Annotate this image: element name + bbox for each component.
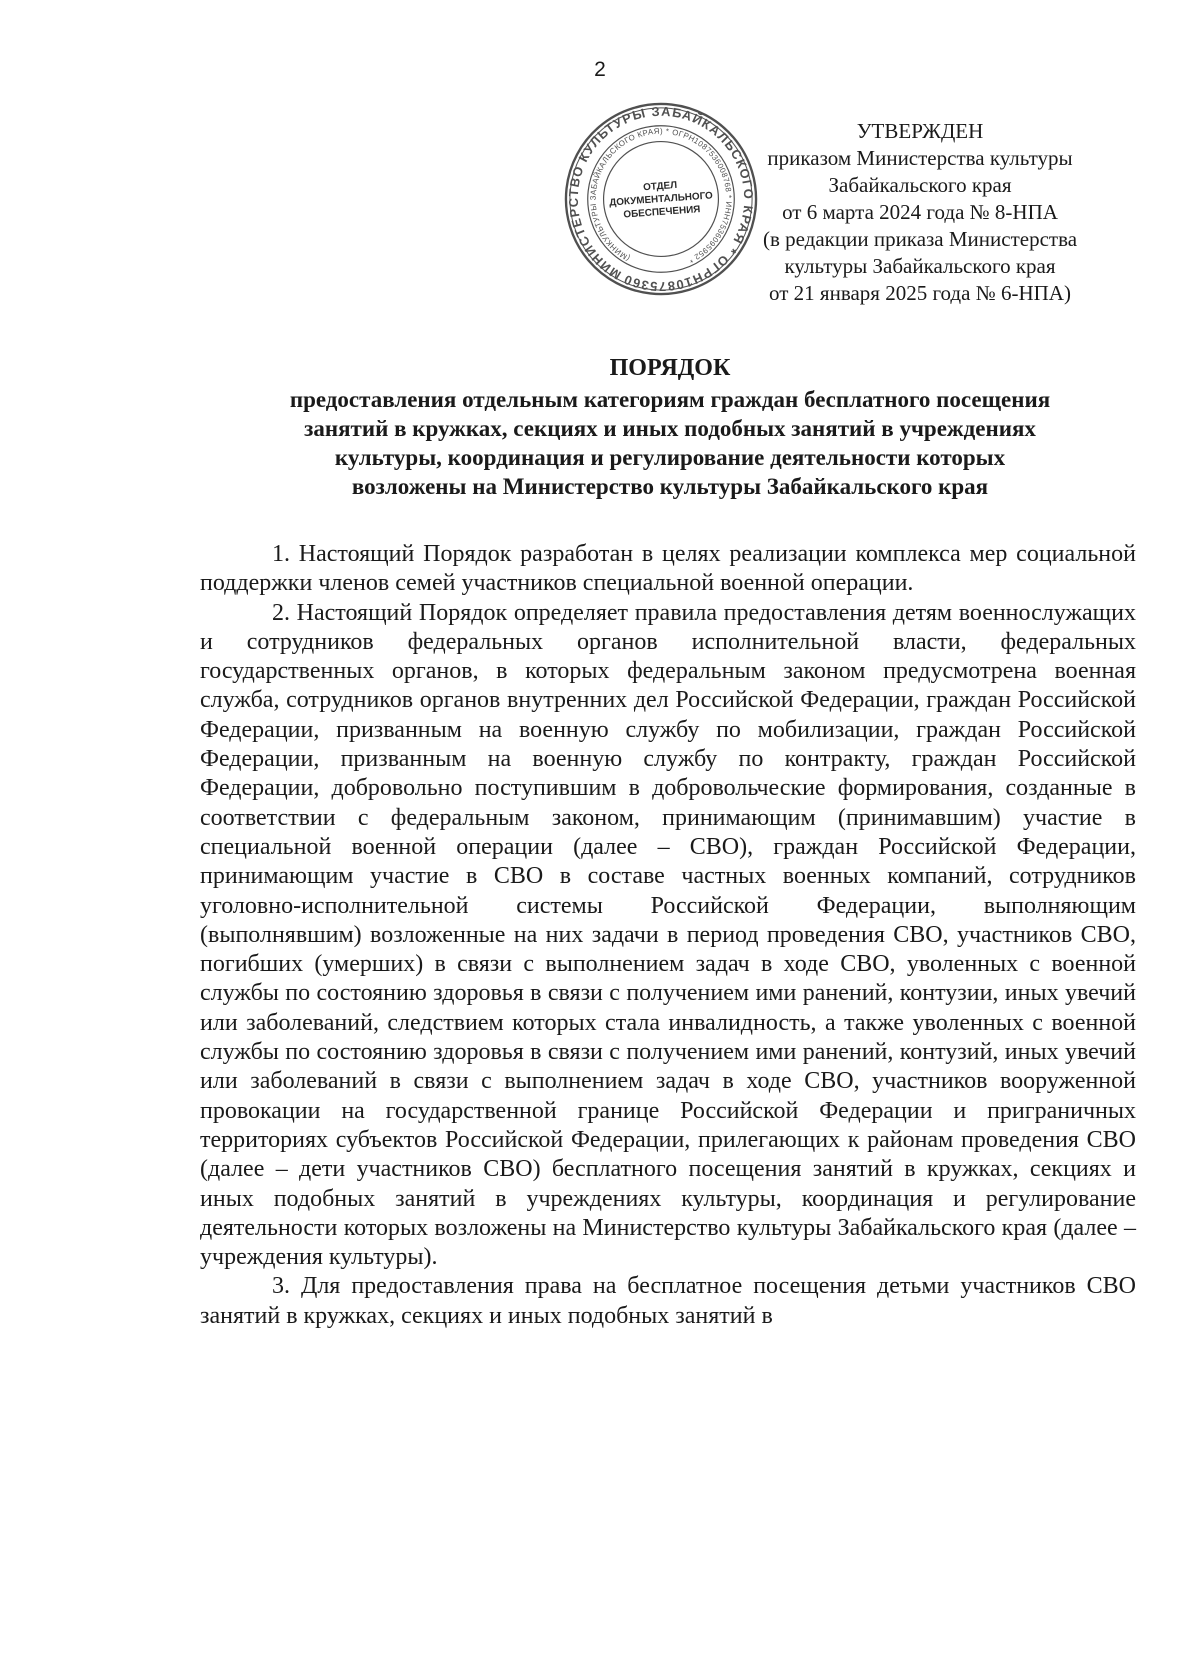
official-seal-stamp <box>562 100 760 298</box>
seal-center-line: ОТДЕЛ <box>642 179 678 194</box>
title-line: предоставления отдельным категориям граждан бесплатного посещения <box>289 387 1051 412</box>
title-line: культуры, координация и регулирование деятельности которых <box>334 445 1006 470</box>
seal-center-line: ОБЕСПЕЧЕНИЯ <box>623 204 701 221</box>
seal-outer-ring-text: МИНИСТЕРСТВО КУЛЬТУРЫ ЗАБАЙКАЛЬСКОГО КРАЯ * ОГРН1087536008768 <box>565 103 757 295</box>
seal-inner-ring-text: (МИНКУЛЬТУРЫ ЗАБАЙКАЛЬСКОГО КРАЯ) * ОГРН1087536008768 * ИНН7536095952 * <box>588 126 734 265</box>
page-number: 2 <box>594 58 606 81</box>
document-title <box>200 354 1140 501</box>
approval-block <box>720 118 1120 307</box>
approval-line: УТВЕРЖДЕН <box>856 119 984 143</box>
paragraph: 3. Для предоставления права на бесплатное посещения детьми участников СВО занятий в кружках, секциях и иных подобных занятий в <box>200 1273 1136 1329</box>
paragraph: 2. Настоящий Порядок определяет правила предоставления детям военнослужащих и сотрудников федеральных органов исполнительной власти, федеральных государственных органов, в которых федеральным законом предусмотрена военная служба, сотрудников органов внутренних дел Российской Федерации, граждан Российской Федерации, призванным на военную службу по мобилизации, граждан Российской Федерации, призванным на военную службу по контракту, граждан Российской Федерации, добровольно поступившим в добровольческие формирования, созданные в соответствии с федеральным законом, принимающим (принимавшим) участие в специальной военной операции (далее – СВО), граждан Российской Федерации, принимающим участие в СВО в составе частных военных компаний, сотрудников уголовно-исполнительной системы Российской Федерации, выполняющим (выполнявшим) возложенные на них задачи в период проведения СВО, участников СВО, погибших (умерших) в связи с выполнением задач в ходе СВО, уволенных с военной службы по состоянию здоровья в связи с получением ими ранений, контузии, иных увечий или заболеваний, следствием которых стала инвалидность, а также уволенных с военной службы по состоянию здоровья в связи с получением ими ранений, контузий, иных увечий или заболеваний в связи с выполнением задач в ходе СВО, участников вооруженной провокации на государственной границе Российской Федерации и приграничных территориях субъектов Российской Федерации, прилегающих к районам проведения СВО (далее – дети участников СВО) бесплатного посещения занятий в кружках, секциях и иных подобных занятий в учреждениях культуры, координация и регулирование деятельности которых возложены на Министерство культуры Забайкальского края (далее – учреждения культуры). <box>200 599 1136 1271</box>
title-line: занятий в кружках, секциях и иных подобных занятий в учреждениях <box>304 416 1036 441</box>
approval-line: от 6 марта 2024 года № 8-НПА <box>782 200 1058 224</box>
paragraph: 1. Настоящий Порядок разработан в целях реализации комплекса мер социальной поддержки членов семей участников специальной военной операции. <box>200 541 1136 597</box>
approval-line: (в редакции приказа Министерства <box>762 227 1078 251</box>
approval-line: от 21 января 2025 года № 6-НПА) <box>769 281 1071 305</box>
title-line: возложены на Министерство культуры Забайкальского края <box>351 474 989 499</box>
title-main: ПОРЯДОК <box>609 355 731 381</box>
seal-center-line: ДОКУМЕНТАЛЬНОГО <box>608 190 714 209</box>
approval-line: культуры Забайкальского края <box>784 254 1056 278</box>
approval-line: Забайкальского края <box>828 173 1012 197</box>
document-body <box>200 540 1136 1331</box>
approval-line: приказом Министерства культуры <box>767 146 1073 170</box>
